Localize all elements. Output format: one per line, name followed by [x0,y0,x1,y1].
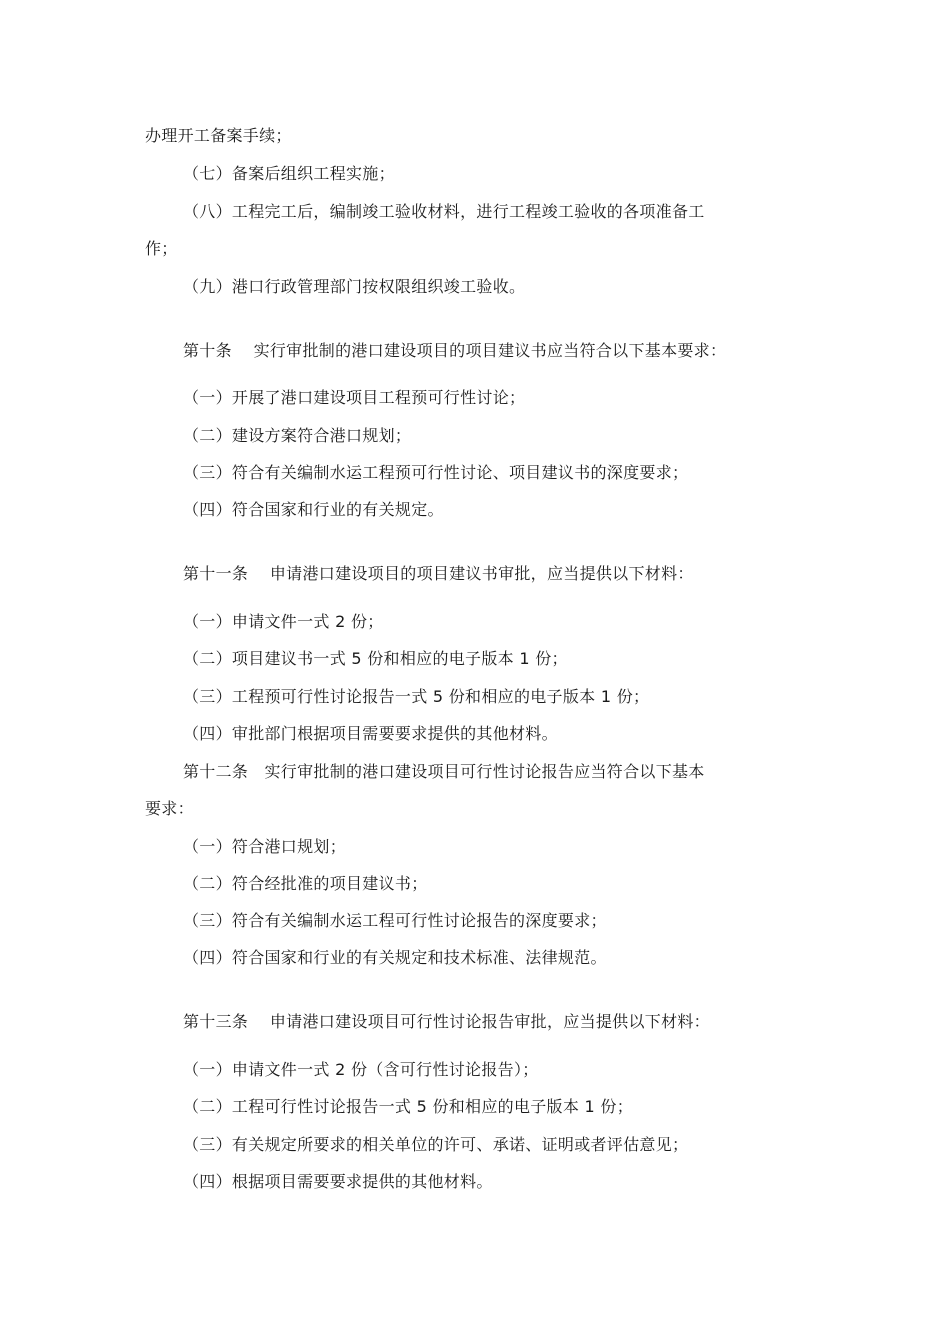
text-line: （一）开展了港口建设项目工程预可行性讨论； [183,388,526,407]
text-line: （二）符合经批准的项目建议书； [183,874,428,893]
text-line: （一）符合港口规划； [183,837,347,856]
text-line: （三）符合有关编制水运工程预可行性讨论、项目建议书的深度要求； [183,463,689,482]
article-heading: 第十三条 申请港口建设项目可行性讨论报告审批，应当提供以下材料： [183,1012,710,1031]
text-line: （一）申请文件一式 2 份； [183,612,384,631]
article-heading: 第十一条 申请港口建设项目的项目建议书审批，应当提供以下材料： [183,564,694,583]
text-line: 办理开工备案手续； [145,126,292,145]
article-heading: 第十条 实行审批制的港口建设项目的项目建议书应当符合以下基本要求： [183,341,727,360]
text-line: 要求： [145,799,194,818]
text-line: （二）工程可行性讨论报告一式 5 份和相应的电子版本 1 份； [183,1097,634,1116]
text-line: 作； [145,239,178,258]
text-line: （四）审批部门根据项目需要要求提供的其他材料。 [183,724,558,743]
article-heading: 第十二条 实行审批制的港口建设项目可行性讨论报告应当符合以下基本 [183,762,705,781]
text-line: （九）港口行政管理部门按权限组织竣工验收。 [183,277,526,296]
text-line: （三）工程预可行性讨论报告一式 5 份和相应的电子版本 1 份； [183,687,650,706]
text-line: （三）有关规定所要求的相关单位的许可、承诺、证明或者评估意见； [183,1135,689,1154]
text-line: （四）符合国家和行业的有关规定。 [183,500,444,519]
text-line: （四）根据项目需要要求提供的其他材料。 [183,1172,493,1191]
text-line: （二）建设方案符合港口规划； [183,426,412,445]
text-line: （三）符合有关编制水运工程可行性讨论报告的深度要求； [183,911,607,930]
text-line: （七）备案后组织工程实施； [183,164,395,183]
text-line: （二）项目建议书一式 5 份和相应的电子版本 1 份； [183,649,568,668]
text-line: （四）符合国家和行业的有关规定和技术标准、法律规范。 [183,948,607,967]
text-line: （一）申请文件一式 2 份（含可行性讨论报告）； [183,1060,539,1079]
text-line: （八）工程完工后，编制竣工验收材料，进行工程竣工验收的各项准备工 [183,202,705,221]
